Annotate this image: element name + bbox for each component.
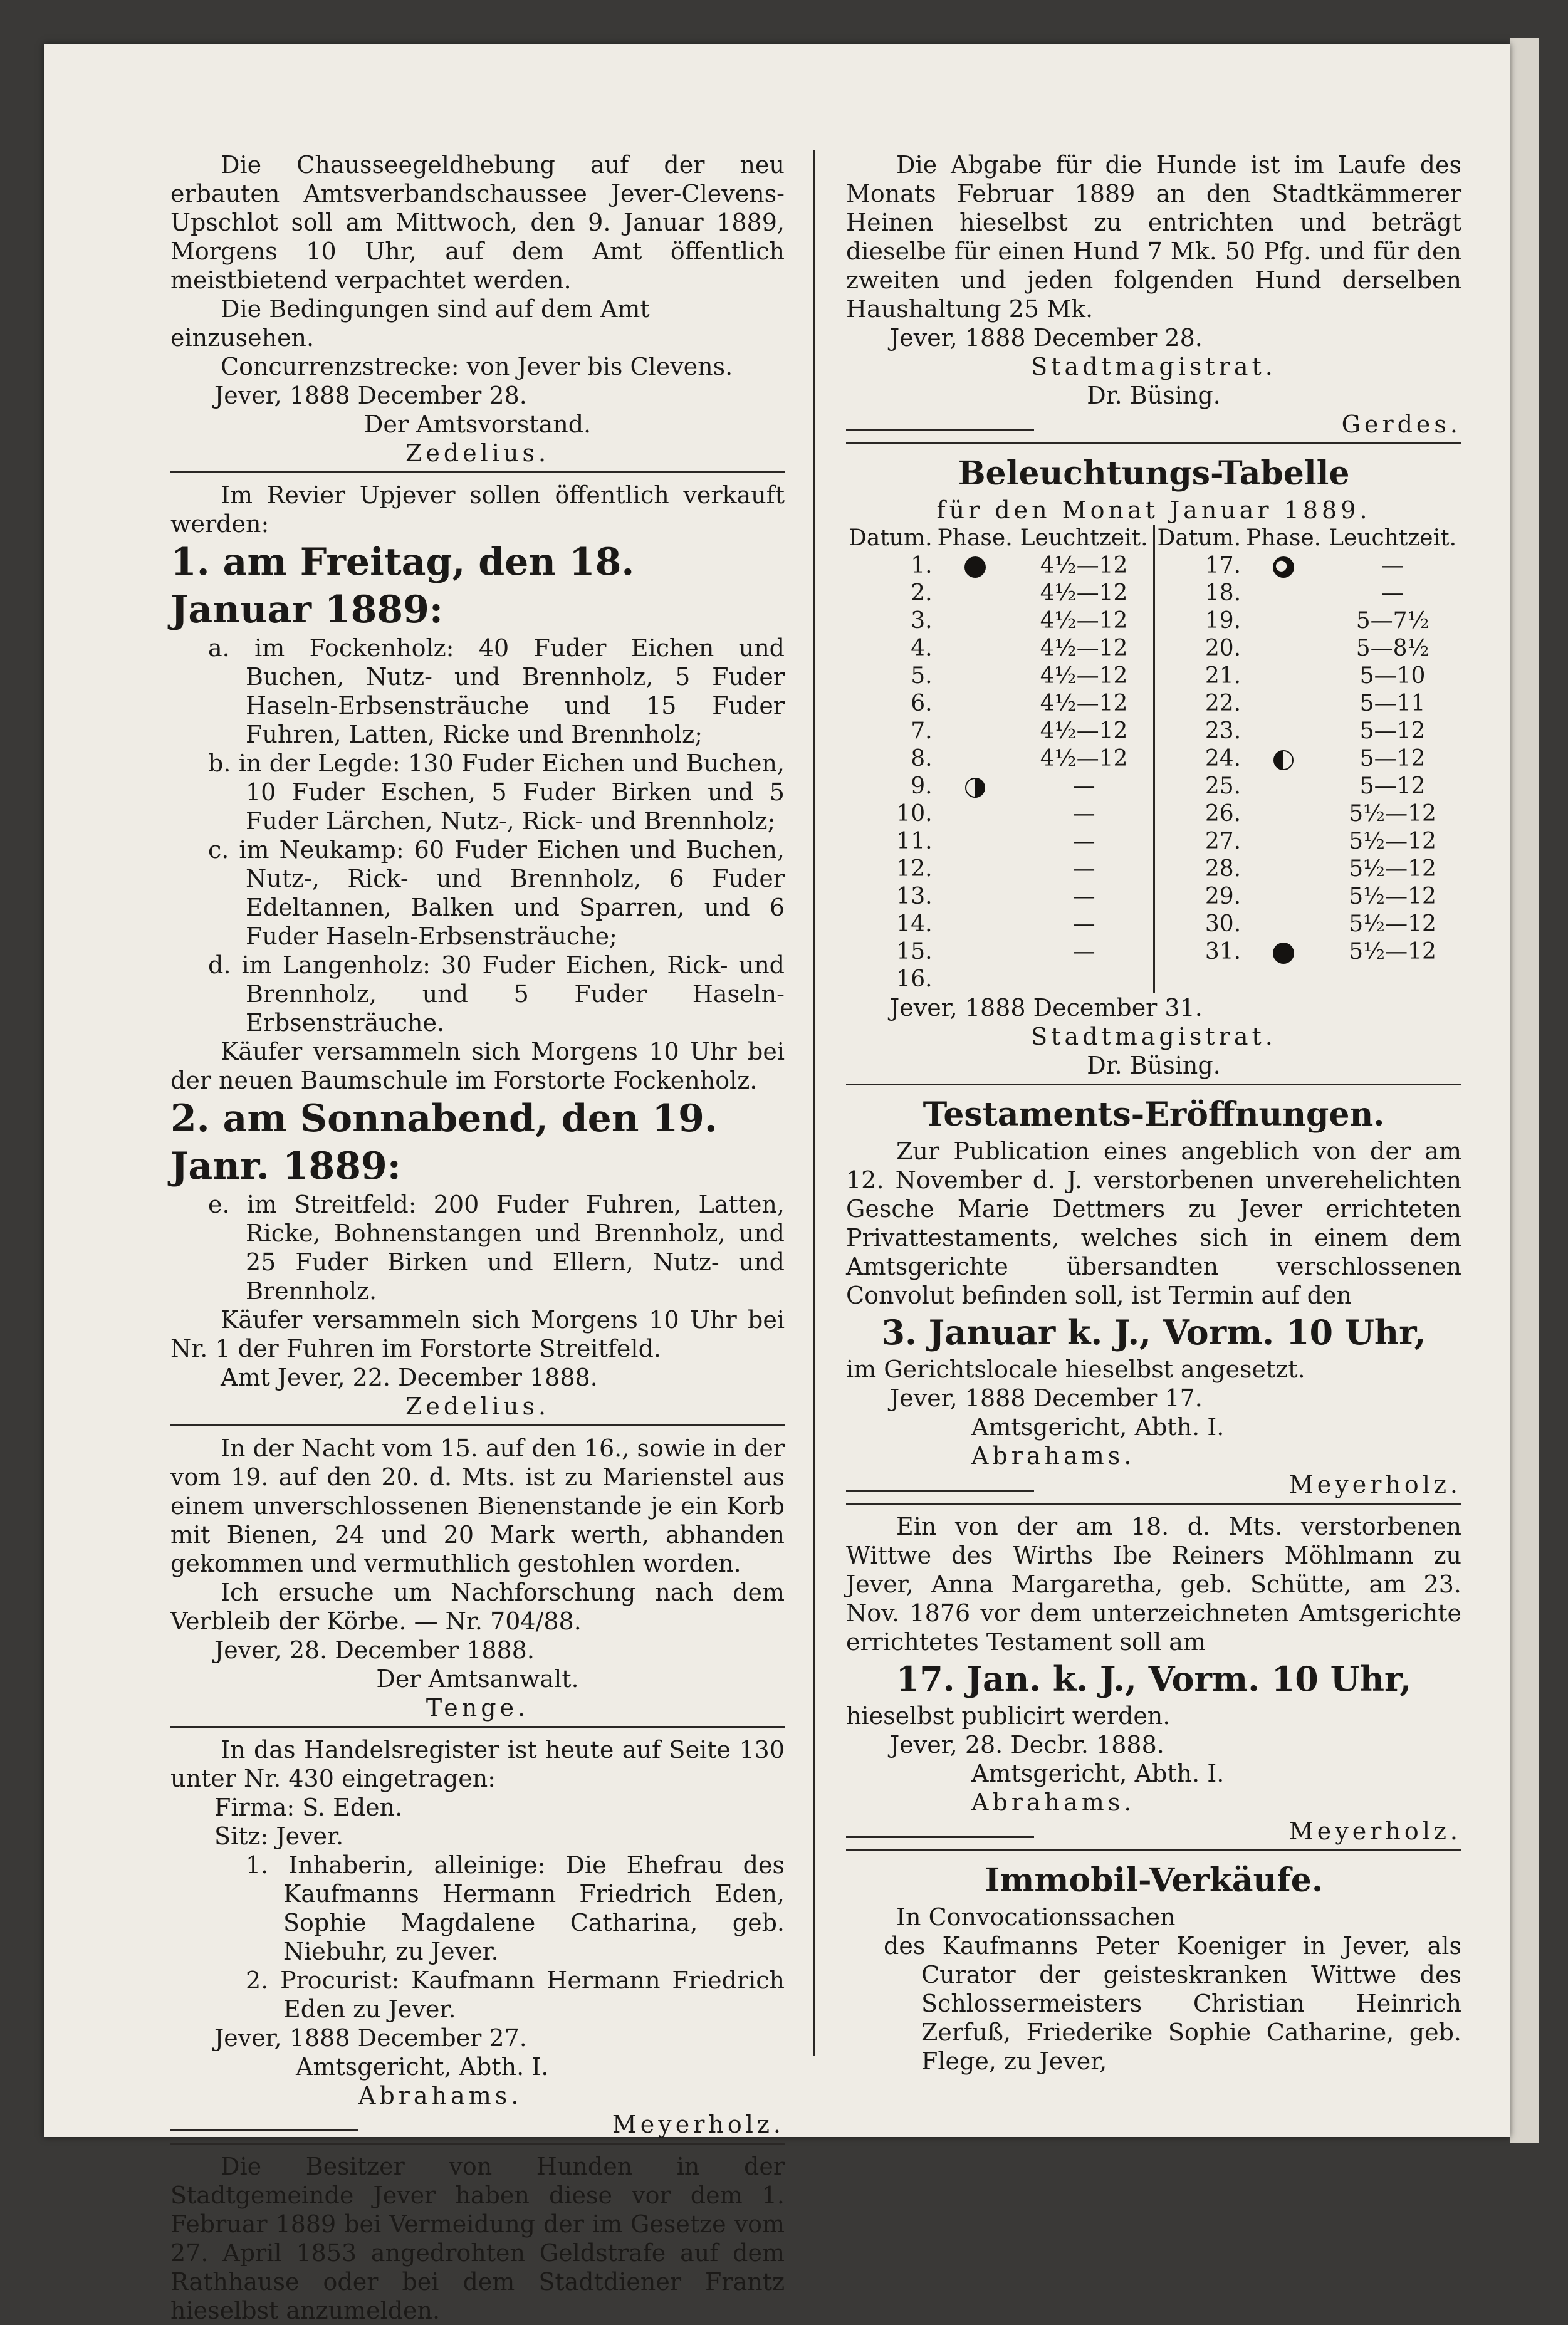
table-cell-phase [935,745,1015,773]
table-cell-phase [935,607,1015,635]
testament-signature-row-1 [846,1470,1461,1499]
notice-testamente [846,1093,1461,1846]
table-cell-phase [935,855,1015,883]
col-datum: Datum. [849,525,933,551]
table-cell-phase [935,966,1015,993]
table-cell-phase [1243,800,1324,828]
table-cell-leuchtzeit [1015,966,1154,993]
divider-rule [846,1503,1461,1505]
divider-rule [846,1849,1461,1851]
table-cell-datum: 1. [911,553,933,578]
testament-termin-1: 3. Januar k. J., Vorm. 10 Uhr, [881,1312,1426,1352]
table-cell-phase [1243,883,1324,911]
table-cell-phase [1243,635,1324,662]
table-cell-leuchtzeit: 4½—12 [1015,662,1154,690]
testament-signature-1a: Abrahams. [971,1442,1136,1470]
notice-chausseegeld [170,150,785,468]
table-cell-phase [935,635,1015,662]
hunde-text: Die Besitzer von Hunden in der Stadtgemeinde Jever haben diese vor dem 1. Februar 1889 bei Vermeidung der im Gesetze vom 27. April 1853 angedrohten Geldstrafe auf dem Rathhause oder bei dem Stadtdiener Frantz hieselbst anzumelden. [170,2153,785,2324]
hundeabgabe-date: Jever, 1888 December 28. [890,324,1203,352]
testament-signature-2a: Abrahams. [971,1789,1136,1816]
holz-intro: Im Revier Upjever sollen öffentlich verkauft werden: [170,481,785,538]
holz-item-e: e. im Streitfeld: 200 Fuder Fuhren, Latten, Ricke, Bohnenstangen und Brennholz, und 25 Fuder Birken und Ellern, Nutz- und Brennholz. [208,1191,785,1305]
table-row [846,580,1461,607]
testament-signature-row-2 [846,1817,1461,1846]
testament-text-2: Ein von der am 18. d. Mts. verstorbenen Wittwe des Wirths Ibe Reiners Möhlmann zu Jever, Anna Margaretha, geb. Schütte, am 23. Nov. 1876 vor dem unterzeichneten Amtsgerichte errichtetes Testament soll am [846,1513,1461,1656]
table-row [846,718,1461,745]
bienen-text: In der Nacht vom 15. auf den 16., sowie in der vom 19. auf den 20. d. Mts. ist zu Marienstel aus einem unverschlossenen Bienenstande je ein Korb mit Bienen, 24 und 20 Mark werth, abhanden gekommen und vermuthlich gestohlen worden. [170,1434,785,1577]
left-column [170,150,785,2325]
testament-text-1b: im Gerichtslocale hieselbst angesetzt. [846,1356,1305,1383]
table-header-row [846,525,1461,552]
holz-item-a: a. im Fockenholz: 40 Fuder Eichen und Buchen, Nutz- und Brennholz, 5 Fuder Haseln-Erbsensträuche und 15 Fuder Fuhren, Latten, Ricke und Brennholz; [208,634,785,748]
chaussee-conditions: Die Bedingungen sind auf dem Amt einzusehen. [170,295,650,352]
table-cell-leuchtzeit: — [1015,773,1154,800]
testament-court-2: Amtsgericht, Abth. I. [971,1760,1225,1787]
table-cell-leuchtzeit: — [1381,580,1404,606]
signature-line [170,2129,358,2131]
testament-court-1: Amtsgericht, Abth. I. [971,1413,1225,1441]
table-cell-phase [1243,607,1324,635]
table-row [846,552,1461,580]
full-moon-icon [1273,943,1294,964]
table-cell-datum: 5. [911,663,933,689]
table-cell-phase [935,662,1015,690]
chaussee-office: Der Amtsvorstand. [363,410,592,438]
handel-signature-1: Abrahams. [358,2082,523,2109]
table-cell-phase [935,883,1015,911]
table-row [846,855,1461,883]
right-column [846,150,1461,2076]
chaussee-text: Die Chausseegeldhebung auf der neu erbauten Amtsverbandschaussee Jever-Clevens-Upschlot soll am Mittwoch, den 9. Januar 1889, Morgens 10 Uhr, auf dem Amt öffentlich meistbietend verpachtet werden. [170,151,785,294]
table-cell-phase [1243,773,1324,800]
table-cell-phase [935,690,1015,718]
table-cell-phase [1243,690,1324,718]
table-cell-datum: 10. [896,801,933,827]
table-cell-datum: 21. [1205,663,1241,689]
signature-line [846,1836,1034,1838]
table-cell-phase [1243,718,1324,745]
table-cell-datum: 26. [1205,801,1241,827]
table-cell-leuchtzeit: 5—10 [1359,663,1426,689]
table-cell-datum: 18. [1205,580,1241,606]
table-row [846,911,1461,938]
table-cell-datum [1154,966,1243,993]
table-cell-phase [935,773,1015,800]
col-leuchtzeit: Leuchtzeit. [1329,525,1457,551]
table-cell-phase [1243,580,1324,607]
beleuchtungs-tabelle [846,452,1461,1080]
table-cell-leuchtzeit: 5½—12 [1349,856,1436,882]
table-cell-datum: 8. [911,746,933,771]
handel-date: Jever, 1888 December 27. [214,2024,527,2052]
table-cell-datum: 7. [911,718,933,744]
table-cell-phase [935,911,1015,938]
table-cell-datum: 14. [896,911,933,937]
table-cell-datum: 16. [896,966,933,992]
handel-inhaberin: 1. Inhaberin, alleinige: Die Ehefrau des Kaufmanns Hermann Friedrich Eden, Sophie Magdalene Catharina, geb. Niebuhr, zu Jever. [246,1851,785,1965]
holz-heading-2: 2. am Sonnabend, den 19. Janr. 1889: [170,1097,718,1188]
bienen-request: Ich ersuche um Nachforschung nach dem Verbleib der Körbe. — Nr. 704/88. [170,1579,785,1635]
testament-signature-2b: Meyerholz. [1288,1817,1461,1845]
beleuchtung-date: Jever, 1888 December 31. [890,994,1203,1021]
last-quarter-moon-icon [1273,750,1294,770]
col-datum: Datum. [1157,525,1241,551]
table-cell-leuchtzeit: 5½—12 [1349,828,1436,854]
table-cell-leuchtzeit: — [1015,828,1154,855]
col-phase: Phase. [1246,525,1322,551]
holz-signature: Zedelius. [405,1392,550,1420]
table-cell-phase [935,828,1015,855]
holz-item-b: b. in der Legde: 130 Fuder Eichen und Buchen, 10 Fuder Eschen, 5 Fuder Birken und 5 Fuder Lärchen, Nutz-, Rick- und Brennholz; [208,750,785,835]
divider-rule [846,1084,1461,1085]
table-cell-phase [1243,745,1324,773]
table-cell-phase [935,800,1015,828]
testament-title: Testaments-Eröffnungen. [923,1095,1385,1134]
table-cell-datum: 19. [1205,608,1241,634]
table-cell-phase [935,580,1015,607]
table-row [846,938,1461,966]
table-row [846,690,1461,718]
handel-signature-row [170,2110,785,2139]
divider-rule [170,2143,785,2145]
bienen-date: Jever, 28. December 1888. [214,1636,535,1664]
hundeabgabe-signature-2: Gerdes. [1341,410,1461,438]
hundeabgabe-office: Stadtmagistrat. [1031,353,1277,380]
divider-rule [846,442,1461,444]
table-cell-datum: 12. [896,856,933,882]
table-cell-leuchtzeit: 5—8½ [1356,635,1429,661]
table-cell-leuchtzeit [1324,966,1461,993]
table-cell-datum: 20. [1205,635,1241,661]
notice-holzverkauf [170,481,785,1421]
column-divider [813,150,815,2056]
table-row [846,607,1461,635]
table-cell-datum: 22. [1205,691,1241,716]
testament-text-1: Zur Publication eines angeblich von der am 12. November d. J. verstorbenen unverehelichten Gesche Marie Dettmers zu Jever errichteten Privattestaments, welches sich in einem dem Amtsgerichte übersandten verschlossenen Convolut befinden soll, ist Termin auf den [846,1137,1461,1309]
table-cell-leuchtzeit: 4½—12 [1015,635,1154,662]
notice-immobil [846,1859,1461,2076]
table-cell-datum: 9. [911,773,933,799]
table-cell-phase [1243,911,1324,938]
table-cell-leuchtzeit: — [1015,938,1154,966]
hundeabgabe-text: Die Abgabe für die Hunde ist im Laufe des Monats Februar 1889 an den Stadtkämmerer Heinen hieselbst zu entrichten und beträgt dieselbe für einen Hund 7 Mk. 50 Pfg. und für den zweiten und jeden folgenden Hund derselben Haushaltung 25 Mk. [846,151,1461,323]
table-cell-datum: 6. [911,691,933,716]
notice-hundeabgabe [846,150,1461,439]
table-cell-leuchtzeit: 4½—12 [1015,690,1154,718]
table-cell-leuchtzeit: 5—12 [1359,718,1426,744]
chaussee-date: Jever, 1888 December 28. [214,382,527,409]
table-cell-leuchtzeit: — [1015,855,1154,883]
table-cell-datum: 30. [1205,911,1241,937]
holz-item-c: c. im Neukamp: 60 Fuder Eichen und Buchen, Nutz-, Rick- und Brennholz, 6 Fuder Edeltannen, Balken und Sparren, und 6 Fuder Haseln-Erbsensträuche; [208,836,785,950]
table-cell-leuchtzeit: 5½—12 [1349,911,1436,937]
table-cell-phase [935,938,1015,966]
immobil-intro: In Convocationssachen [896,1903,1176,1931]
beleuchtung-signature: Dr. Büsing. [1087,1052,1221,1079]
table-cell-datum: 28. [1205,856,1241,882]
table-cell-leuchtzeit: — [1381,553,1404,578]
new-moon-icon [1273,556,1294,578]
table-cell-leuchtzeit: 5—7½ [1356,608,1429,634]
holz-item-d: d. im Langenholz: 30 Fuder Eichen, Rick- und Brennholz, und 5 Fuder Haseln-Erbsensträuche. [208,951,785,1037]
table-cell-datum: 2. [911,580,933,606]
beleuchtung-subtitle: für den Monat Januar 1889. [936,496,1371,524]
table-cell-datum: 15. [896,939,933,964]
table-cell-leuchtzeit: 5—12 [1359,746,1426,771]
table-cell-leuchtzeit: 5½—12 [1349,801,1436,827]
testament-termin-2: 17. Jan. k. J., Vorm. 10 Uhr, [896,1659,1412,1699]
table-cell-datum: 17. [1205,553,1241,578]
handel-text: In das Handelsregister ist heute auf Seite 130 unter Nr. 430 eingetragen: [170,1736,785,1792]
table-row [846,745,1461,773]
signature-line [846,1490,1034,1492]
divider-rule [170,1726,785,1728]
table-cell-phase [1243,662,1324,690]
hundeabgabe-signature-row [846,410,1461,439]
immobil-title: Immobil-Verkäufe. [985,1861,1323,1899]
table-cell-datum: 23. [1205,718,1241,744]
holz-meeting-2: Käufer versammeln sich Morgens 10 Uhr bei Nr. 1 der Fuhren im Forstorte Streitfeld. [170,1306,785,1362]
table-row [846,828,1461,855]
divider-rule [170,471,785,473]
table-cell-leuchtzeit: 5½—12 [1349,884,1436,909]
table-cell-phase [1243,552,1324,580]
paper-edge [1510,38,1539,2143]
handel-sitz: Sitz: Jever. [214,1822,344,1850]
notice-bienen [170,1434,785,1722]
table-cell-leuchtzeit: — [1015,911,1154,938]
table-cell-leuchtzeit: 4½—12 [1015,718,1154,745]
bienen-office: Der Amtsanwalt. [376,1665,579,1693]
table-cell-phase [1243,828,1324,855]
testament-date-2: Jever, 28. Decbr. 1888. [890,1731,1164,1758]
divider-rule [170,1424,785,1426]
table-row [846,662,1461,690]
table-cell-leuchtzeit: 4½—12 [1015,745,1154,773]
beleuchtung-office: Stadtmagistrat. [1031,1023,1277,1050]
holz-meeting-1: Käufer versammeln sich Morgens 10 Uhr bei der neuen Baumschule im Forstorte Fockenholz. [170,1038,785,1094]
first-quarter-moon-icon [965,778,985,798]
table-row [846,883,1461,911]
table-cell-phase [1243,855,1324,883]
notice-handelsregister [170,1735,785,2139]
hundeabgabe-signature-1: Dr. Büsing. [1087,382,1221,409]
table-cell-phase [935,552,1015,580]
handel-procurist: 2. Procurist: Kaufmann Hermann Friedrich Eden zu Jever. [246,1967,785,2023]
signature-line [846,429,1034,431]
holz-heading-1: 1. am Freitag, den 18. Januar 1889: [170,540,635,632]
table-cell-phase [1243,938,1324,966]
table-cell-leuchtzeit: 5—12 [1359,773,1426,799]
chaussee-route: Concurrenzstrecke: von Jever bis Clevens. [221,353,733,380]
table-cell-datum: 29. [1205,884,1241,909]
table-cell-leuchtzeit: 4½—12 [1015,552,1154,580]
table-cell-datum: 27. [1205,828,1241,854]
testament-date-1: Jever, 1888 December 17. [890,1384,1203,1412]
table-cell-phase [935,718,1015,745]
table-cell-leuchtzeit: 4½—12 [1015,580,1154,607]
immobil-text: des Kaufmanns Peter Koeniger in Jever, als Curator der geisteskranken Wittwe des Schlossermeisters Christian Heinrich Zerfuß, Friederike Sophie Catharine, geb. Flege, zu Jever, [884,1932,1461,2075]
notice-hunde-anmeldung [170,2152,785,2325]
table-cell-datum: 3. [911,608,933,634]
table-cell-leuchtzeit: — [1015,800,1154,828]
table-cell-phase [1243,966,1324,993]
table-cell-datum: 25. [1205,773,1241,799]
table-cell-datum: 31. [1205,939,1241,964]
testament-text-2b: hieselbst publicirt werden. [846,1702,1171,1730]
table-cell-leuchtzeit: 4½—12 [1015,607,1154,635]
beleuchtung-table [846,525,1461,993]
handel-firma: Firma: S. Eden. [214,1794,403,1821]
handel-court: Amtsgericht, Abth. I. [296,2053,549,2081]
table-row [846,800,1461,828]
table-row [846,635,1461,662]
bienen-signature: Tenge. [426,1694,530,1722]
table-cell-leuchtzeit: — [1015,883,1154,911]
col-phase: Phase. [937,525,1013,551]
table-cell-leuchtzeit: 5—11 [1359,691,1426,716]
col-leuchtzeit: Leuchtzeit. [1015,525,1154,552]
handel-signature-2: Meyerholz. [612,2111,785,2138]
table-cell-datum: 24. [1205,746,1241,771]
beleuchtung-title: Beleuchtungs-Tabelle [958,454,1350,493]
table-cell-datum: 11. [896,828,933,854]
testament-signature-1b: Meyerholz. [1288,1471,1461,1498]
full-moon-icon [964,556,986,578]
table-cell-datum: 4. [911,635,933,661]
table-row [846,966,1461,993]
table-cell-leuchtzeit: 5½—12 [1349,939,1436,964]
table-row [846,773,1461,800]
holz-date: Amt Jever, 22. December 1888. [221,1364,598,1391]
chaussee-signature: Zedelius. [405,439,550,467]
table-cell-datum: 13. [896,884,933,909]
